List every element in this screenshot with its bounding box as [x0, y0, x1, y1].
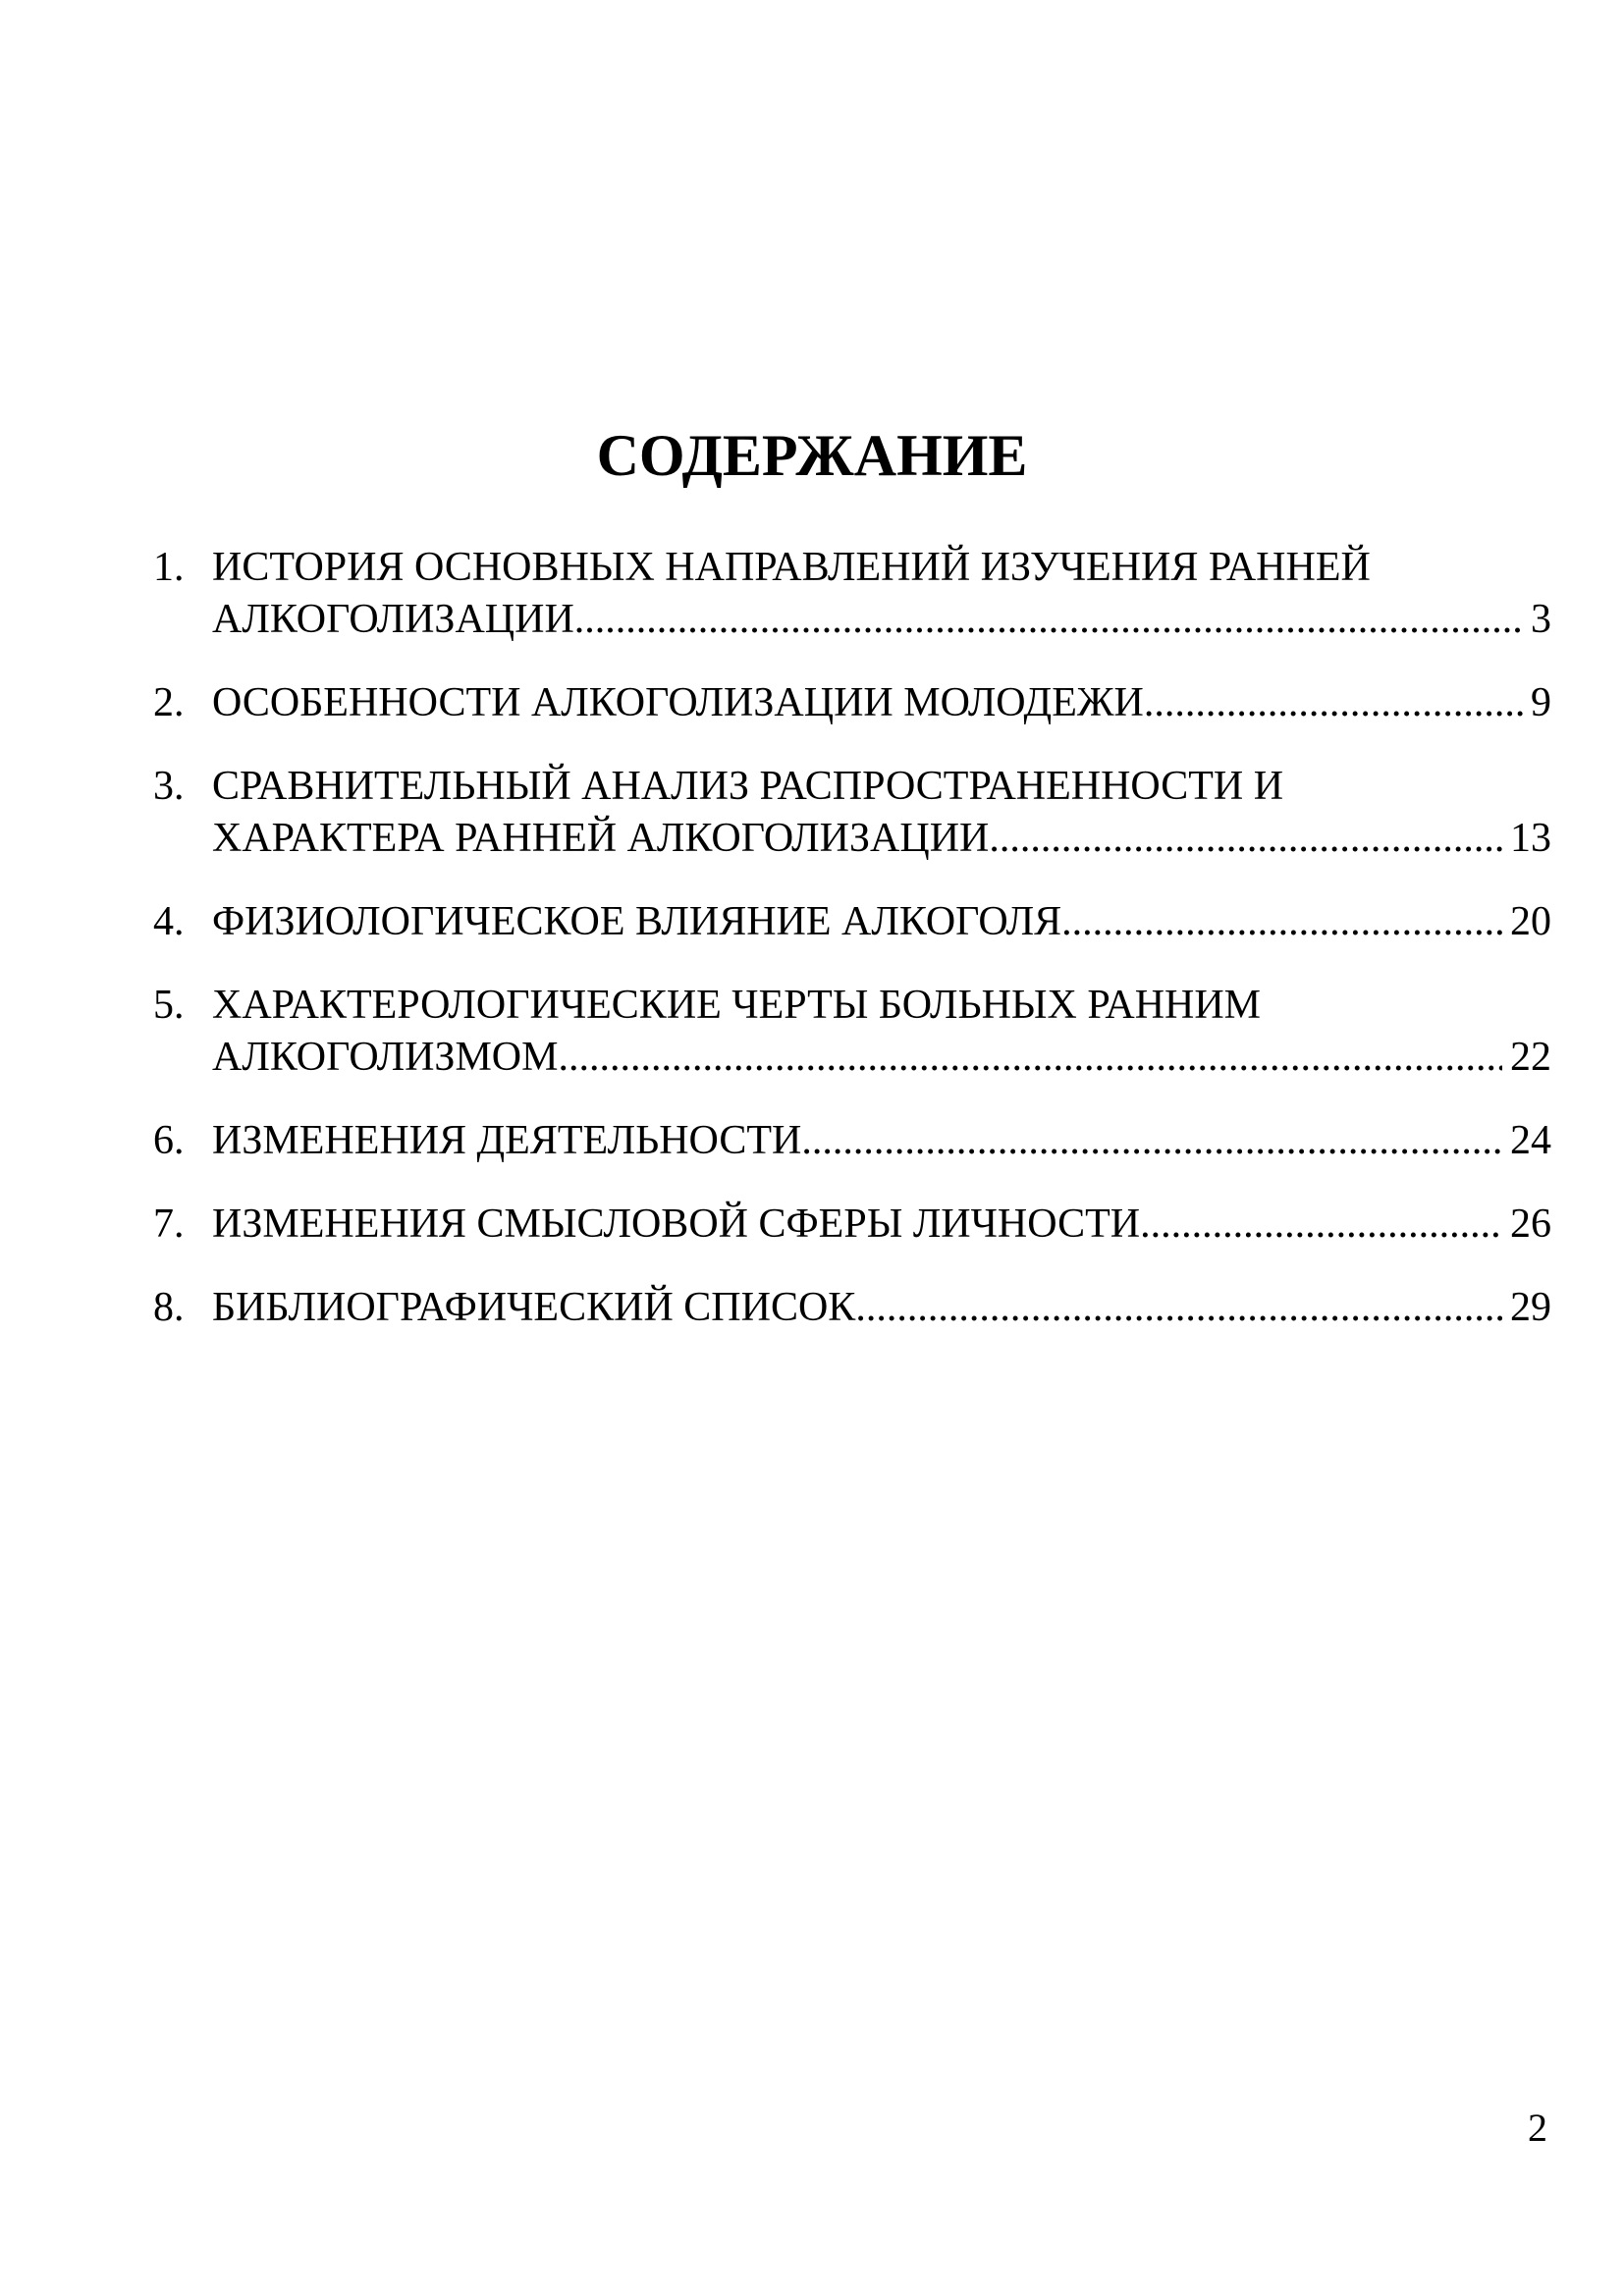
- toc-entry-8[interactable]: [153, 1282, 1551, 1334]
- dot-leader: [1144, 677, 1523, 729]
- dot-leader: [558, 1032, 1502, 1084]
- toc-entry-1[interactable]: [153, 542, 1551, 646]
- toc-entry-title-line: СРАВНИТЕЛЬНЫЙ АНАЛИЗ РАСПРОСТРАНЕННОСТИ И: [212, 764, 1284, 809]
- toc-entry-title: ИЗМЕНЕНИЯ ДЕЯТЕЛЬНОСТИ: [212, 1118, 802, 1163]
- dot-leader: [574, 594, 1523, 646]
- toc-entry-leader-line: [212, 677, 1551, 729]
- toc-entry-number: 8.: [153, 1285, 185, 1330]
- toc-entry-leader-line: [212, 813, 1551, 865]
- toc-entry-page: 3: [1531, 597, 1551, 642]
- dot-leader: [989, 813, 1502, 865]
- toc-entry-7[interactable]: [153, 1199, 1551, 1251]
- toc-entry-2[interactable]: [153, 677, 1551, 729]
- toc-entry-5[interactable]: [153, 980, 1551, 1084]
- toc-entry-title-line: ИСТОРИЯ ОСНОВНЫХ НАПРАВЛЕНИЙ ИЗУЧЕНИЯ РАННЕЙ: [212, 545, 1371, 590]
- toc-entry-3[interactable]: [153, 761, 1551, 865]
- toc-entry-page: 22: [1510, 1035, 1551, 1080]
- dot-leader: [801, 1115, 1502, 1167]
- toc-entry-title: БИБЛИОГРАФИЧЕСКИЙ СПИСОК: [212, 1285, 856, 1330]
- toc-entry-leader-line: [212, 594, 1551, 646]
- dot-leader: [1140, 1199, 1502, 1251]
- toc-entry-4[interactable]: [153, 896, 1551, 948]
- toc-entry-page: 24: [1510, 1118, 1551, 1163]
- toc-entry-title-line: ХАРАКТЕРОЛОГИЧЕСКИЕ ЧЕРТЫ БОЛЬНЫХ РАННИМ: [212, 983, 1262, 1028]
- toc-entry-page: 13: [1510, 816, 1551, 861]
- toc-entry-leader-line: [212, 1032, 1551, 1084]
- toc-entry-number: 2.: [153, 680, 185, 725]
- toc-entry-6[interactable]: [153, 1115, 1551, 1167]
- toc-entry-title: АЛКОГОЛИЗМОМ: [212, 1035, 559, 1080]
- page-title: СОДЕРЖАНИЕ: [596, 423, 1028, 488]
- dot-leader: [855, 1282, 1502, 1334]
- toc-entry-page: 29: [1510, 1285, 1551, 1330]
- toc-entry-number: 7.: [153, 1201, 185, 1247]
- dot-leader: [1061, 896, 1502, 948]
- toc-entry-leader-line: [212, 896, 1551, 948]
- toc-entry-page: 20: [1510, 899, 1551, 944]
- toc-entry-page: 9: [1531, 680, 1551, 725]
- toc-entry-number: 3.: [153, 764, 185, 809]
- toc-entry-title: ФИЗИОЛОГИЧЕСКОЕ ВЛИЯНИЕ АЛКОГОЛЯ: [212, 899, 1062, 944]
- toc-entry-number: 4.: [153, 899, 185, 944]
- table-of-contents: [153, 542, 1551, 1365]
- toc-entry-number: 6.: [153, 1118, 185, 1163]
- toc-entry-number: 5.: [153, 983, 185, 1028]
- toc-entry-title: ХАРАКТЕРА РАННЕЙ АЛКОГОЛИЗАЦИИ: [212, 816, 990, 861]
- toc-entry-title: ОСОБЕННОСТИ АЛКОГОЛИЗАЦИИ МОЛОДЕЖИ: [212, 680, 1144, 725]
- toc-entry-title: ИЗМЕНЕНИЯ СМЫСЛОВОЙ СФЕРЫ ЛИЧНОСТИ: [212, 1201, 1141, 1247]
- toc-entry-leader-line: [212, 1282, 1551, 1334]
- toc-entry-leader-line: [212, 1199, 1551, 1251]
- toc-entry-page: 26: [1510, 1201, 1551, 1247]
- page-number: 2: [1528, 2106, 1547, 2150]
- toc-entry-number: 1.: [153, 545, 185, 590]
- toc-entry-title: АЛКОГОЛИЗАЦИИ: [212, 597, 574, 642]
- toc-entry-leader-line: [212, 1115, 1551, 1167]
